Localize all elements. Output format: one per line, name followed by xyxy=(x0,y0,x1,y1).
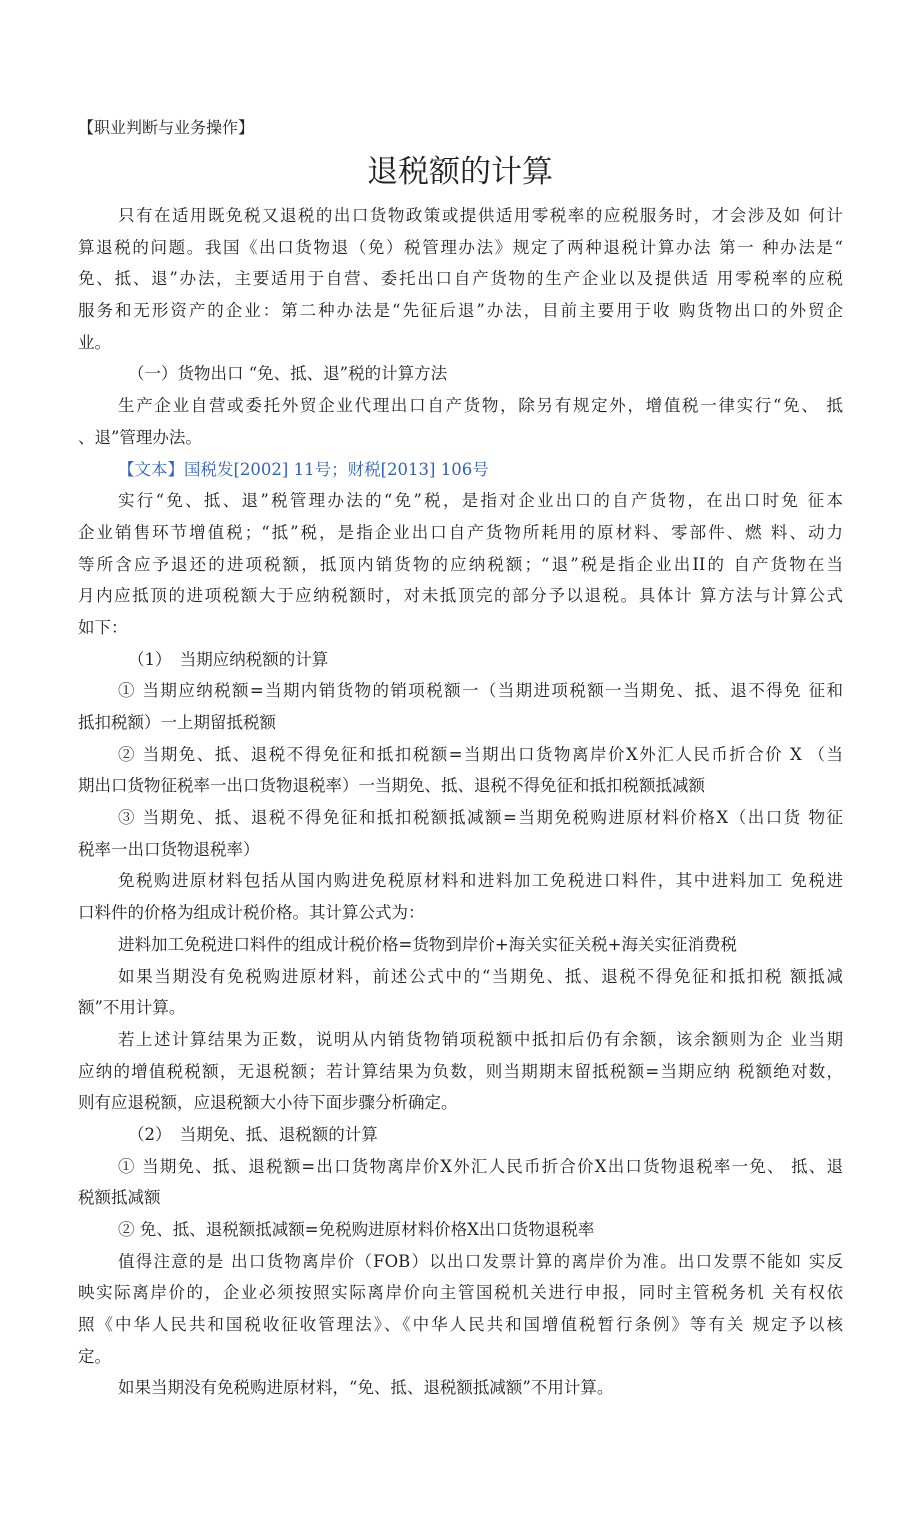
paragraph-line: 实行“免、抵、退”税管理办法的“免”税，是指对企业出口的自产货物，在出口时免 征本 xyxy=(118,491,843,511)
paragraph-line: 抵扣税额）一上期留抵税额 xyxy=(78,713,276,732)
paragraph-line: 等所含应予退还的进项税额，抵顶内销货物的应纳税额；“退”税是指企业出II的 自产货物在当 xyxy=(78,554,843,574)
paragraph xyxy=(78,1151,843,1214)
paragraph-line: ② 当期免、抵、退税不得免征和抵扣税额=当期出口货物离岸价X外汇人民币折合价 X （当 xyxy=(118,744,843,764)
paragraph-line: 额”不用计算。 xyxy=(78,998,186,1018)
paragraph-line: 则有应退税额，应退税额大小待下面步骤分析确定。 xyxy=(78,1093,458,1113)
paragraph-line: 服务和无形资产的企业：第二种办法是“先征后退”办法，目前主要用于收 购货物出口的外贸企 xyxy=(78,301,843,321)
paragraph-line: 税额抵减额 xyxy=(78,1188,161,1208)
paragraph xyxy=(78,1246,843,1373)
paragraph-line: ① 当期应纳税额=当期内销货物的销项税额一（当期进项税额一当期免、抵、退不得免 征和 xyxy=(118,681,843,701)
paragraph-line: 只有在适用既免税又退税的出口货物政策或提供适用零税率的应税服务时，才会涉及如 何计 xyxy=(118,206,843,225)
paragraph-line: （1） 当期应纳税额的计算 xyxy=(128,649,329,669)
paragraph-line: 如果当期没有免税购进原材料，前述公式中的“当期免、抵、退税不得免征和抵扣税 额抵减 xyxy=(118,966,843,986)
paragraph-line: ① 当期免、抵、退税额=出口货物离岸价X外汇人民币折合价X出口货物退税率一免、 抵、退 xyxy=(118,1156,843,1176)
paragraph-line: 税率一出口货物退税率） xyxy=(78,839,260,859)
paragraph xyxy=(78,929,843,961)
paragraph xyxy=(78,1024,843,1119)
subheading xyxy=(78,1119,843,1151)
paragraph-line: 月内应抵顶的进项税额大于应纳税额时，对未抵顶完的部分予以退税。具体计 算方法与计算公式 xyxy=(78,586,843,606)
paragraph-line: 生产企业自营或委托外贸企业代理出口自产货物，除另有规定外，增值税一律实行“免、 抵 xyxy=(118,396,843,416)
paragraph xyxy=(78,390,843,453)
paragraph xyxy=(78,1372,843,1404)
paragraph xyxy=(78,485,843,643)
page-title: 退税额的计算 xyxy=(367,154,553,190)
paragraph-line: （一）货物出口 “免、抵、退”税的计算方法 xyxy=(128,364,448,384)
reference-note xyxy=(78,454,843,486)
paragraph-line: 、退”管理办法。 xyxy=(78,427,202,447)
paragraph-line: （2） 当期免、抵、退税额的计算 xyxy=(128,1124,378,1144)
paragraph-line: 应纳的增值税税额，无退税额；若计算结果为负数，则当期期末留抵税额=当期应纳 税额绝对数， xyxy=(78,1061,843,1081)
paragraph-line: 口料件的价格为组成计税价格。其计算公式为： xyxy=(78,903,425,923)
section-header: 【职业判断与业务操作】 xyxy=(78,118,255,137)
paragraph-line: 【文本】国税发[2002] 11号；财税[2013] 106号 xyxy=(118,459,489,479)
paragraph-line: 定。 xyxy=(78,1346,111,1366)
document-body xyxy=(78,200,843,1404)
paragraph-line: 期出口货物征税率一出口货物退税率）一当期免、抵、退税不得免征和抵扣税额抵减额 xyxy=(78,776,705,796)
paragraph-line: 业。 xyxy=(78,332,111,352)
paragraph-line: ③ 当期免、抵、退税不得免征和抵扣税额抵减额=当期免税购进原材料价格X（出口货 物征 xyxy=(118,808,843,828)
paragraph xyxy=(78,200,843,358)
paragraph xyxy=(78,739,843,802)
paragraph xyxy=(78,802,843,865)
paragraph-line: ② 免、抵、退税额抵减额=免税购进原材料价格X出口货物退税率 xyxy=(118,1220,595,1239)
paragraph-line: 值得注意的是 出口货物离岸价（FOB）以出口发票计算的离岸价为准。出口发票不能如 实反 xyxy=(118,1251,843,1271)
paragraph-line: 如果当期没有免税购进原材料，“免、抵、退税额抵减额”不用计算。 xyxy=(118,1378,614,1398)
paragraph-line: 进料加工免税进口料件的组成计税价格=货物到岸价+海关实征关税+海关实征消费税 xyxy=(118,934,737,954)
paragraph-line: 企业销售环节增值税；“抵”税，是指企业出口自产货物所耗用的原材料、零部件、燃 料、动力 xyxy=(78,522,843,542)
subheading xyxy=(78,644,843,676)
paragraph-line: 若上述计算结果为正数，说明从内销货物销项税额中抵扣后仍有余额，该余额则为企 业当期 xyxy=(118,1029,843,1049)
paragraph-line: 免税购进原材料包括从国内购进免税原材料和进料加工免税进口料件，其中进料加工 免税进 xyxy=(118,871,843,891)
paragraph xyxy=(78,961,843,1024)
paragraph-line: 免、抵、退”办法，主要适用于自营、委托出口自产货物的生产企业以及提供适 用零税率的应税 xyxy=(78,269,843,289)
paragraph xyxy=(78,675,843,738)
paragraph-line: 照《中华人民共和国税收征收管理法》、《中华人民共和国增值税暂行条例》等有关 规定予以核 xyxy=(78,1315,843,1335)
subheading xyxy=(78,358,843,390)
paragraph xyxy=(78,865,843,928)
paragraph xyxy=(78,1214,843,1246)
paragraph-line: 映实际离岸价的，企业必须按照实际离岸价向主管国税机关进行申报，同时主管税务机 关有权依 xyxy=(78,1283,843,1303)
paragraph-line: 算退税的问题。我国《出口货物退（免）税管理办法》规定了两种退税计算办法 第一 种办法是“ xyxy=(78,237,843,257)
paragraph-line: 如下： xyxy=(78,617,128,637)
